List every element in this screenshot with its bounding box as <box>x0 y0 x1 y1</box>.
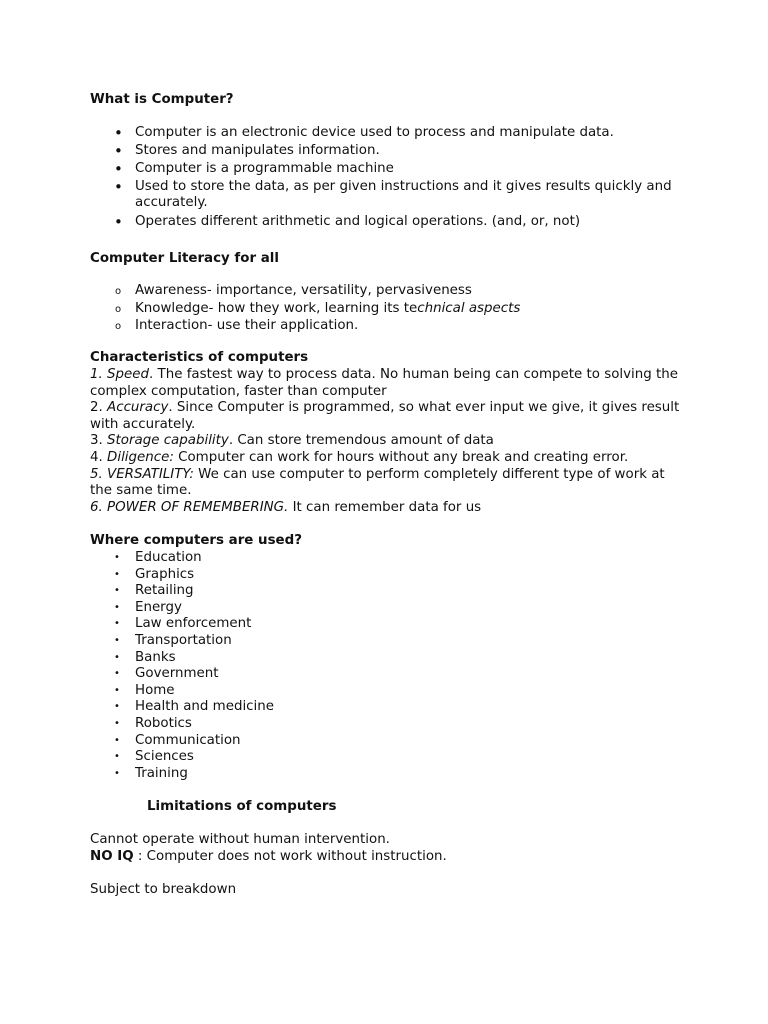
characteristic-number: 6. <box>90 499 108 515</box>
characteristic-number: 4. <box>90 449 108 465</box>
where-used-list <box>90 550 274 782</box>
list-item: • Computer is an electronic device used to process and manipulate data. <box>90 124 680 142</box>
list-item: • Banks <box>90 650 274 667</box>
characteristic-term: VERSATILITY: <box>107 466 194 482</box>
list-item-italic: chnical aspects <box>417 300 521 316</box>
characteristic-text: We can use computer to perform completely different type of work at the same time. <box>90 466 665 499</box>
literacy-list <box>90 282 520 335</box>
list-item: • Training <box>90 766 274 783</box>
list-item: • Graphics <box>90 567 274 584</box>
no-iq-text: : Computer does not work without instruction. <box>133 849 447 864</box>
characteristic-text: . The fastest way to process data. No human being can compete to solving the complex computation, faster than computer <box>90 367 678 399</box>
characteristic-term: Speed <box>107 367 150 382</box>
list-item: • Law enforcement <box>90 616 274 633</box>
characteristic-item <box>90 433 680 450</box>
list-item: • Government <box>90 666 274 683</box>
list-item: • Home <box>90 683 274 700</box>
heading-what-is-computer: What is Computer? <box>90 92 234 107</box>
limitation-human-intervention: Cannot operate without human intervention. <box>90 832 390 847</box>
characteristic-number: 3. <box>90 433 108 449</box>
characteristic-text: It can remember data for us <box>288 499 482 515</box>
what-is-list <box>90 124 680 232</box>
limitation-breakdown: Subject to breakdown <box>90 882 237 897</box>
list-item: • Operates different arithmetic and logical operations. (and, or, not) <box>90 213 680 231</box>
characteristic-text: . Since Computer is programmed, so what ever input we give, it gives result with accurately. <box>90 400 680 432</box>
list-item-text: Knowledge- how they work, learning its te <box>135 300 418 316</box>
list-item: • Used to store the data, as per given instructions and it gives results quickly and accurately. <box>90 179 680 212</box>
characteristic-term: POWER OF REMEMBERING. <box>107 499 289 515</box>
list-item: • Robotics <box>90 716 274 733</box>
characteristic-number: 5. <box>90 466 108 482</box>
characteristic-number: 1. <box>90 367 108 382</box>
no-iq-label: NO IQ <box>90 849 134 864</box>
list-item: • Stores and manipulates information. <box>90 142 680 160</box>
characteristic-item <box>90 467 680 500</box>
characteristic-text: . Can store tremendous amount of data <box>228 433 494 449</box>
heading-characteristics: Characteristics of computers <box>90 350 309 365</box>
list-item: o Awareness- importance, versatility, pervasiveness <box>90 282 520 300</box>
list-item: • Energy <box>90 600 274 617</box>
list-item: • Health and medicine <box>90 699 274 716</box>
characteristic-text: Computer can work for hours without any break and creating error. <box>173 449 629 465</box>
characteristic-number: 2. <box>90 400 108 416</box>
heading-where-used: Where computers are used? <box>90 533 302 548</box>
characteristics-list <box>90 367 680 516</box>
list-item: • Sciences <box>90 749 274 766</box>
list-item: • Education <box>90 550 274 567</box>
list-item: • Communication <box>90 733 274 750</box>
heading-limitations: Limitations of computers <box>147 799 337 814</box>
list-item <box>90 300 520 318</box>
characteristic-item <box>90 450 680 467</box>
list-item: o Interaction- use their application. <box>90 317 520 335</box>
limitation-no-iq <box>90 849 447 866</box>
list-item: • Transportation <box>90 633 274 650</box>
characteristic-term: Storage capability <box>107 433 229 449</box>
list-item: • Retailing <box>90 583 274 600</box>
characteristic-term: Diligence: <box>107 449 174 465</box>
characteristic-item <box>90 500 680 517</box>
characteristic-term: Accuracy <box>107 400 169 416</box>
characteristic-item <box>90 400 680 433</box>
heading-computer-literacy: Computer Literacy for all <box>90 251 279 266</box>
characteristic-item <box>90 367 680 400</box>
list-item: • Computer is a programmable machine <box>90 160 680 178</box>
